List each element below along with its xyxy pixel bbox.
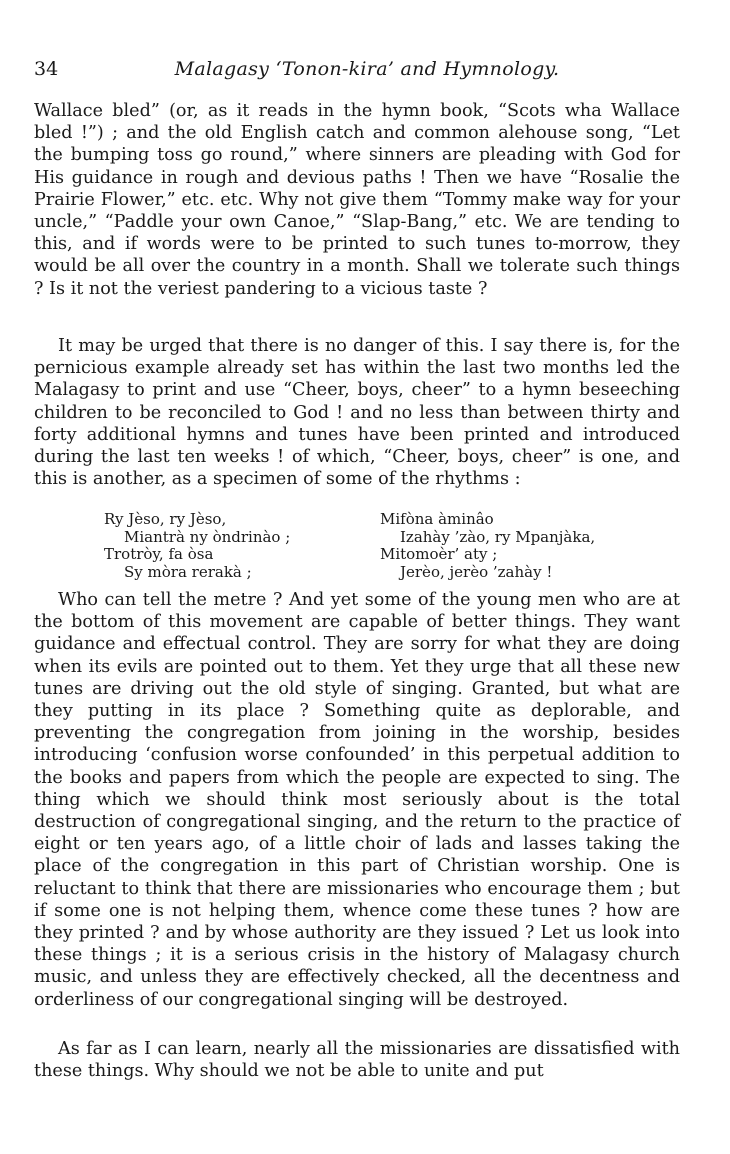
verse-line: Miantrà ny òndrinào ; (124, 527, 291, 546)
verse-line: Izahày ’zào, ry Mpanjàka, (400, 527, 596, 546)
page-number: 34 (34, 58, 59, 80)
verse-line: Jerèo, jerèo ’zahày ! (400, 562, 553, 581)
paragraph-continued: Wallace bled” (or, as it reads in the hymn book, “Scots wha Wallace bled !”) ; and the old English catch and common alehouse song, “Let the bumping toss go round,” where sinners are pleading with God for His guidance in rough and devious paths ! Then we have “Rosalie the Prairie Flower,” etc. etc. Why not give them “Tommy make way for your uncle,” “Paddle your own Canoe,” “Slap-Bang,” etc. We are tending to this, and if words were to be printed to such tunes to-morrow, they would be all over the country in a month. Shall we tolerate such things ? Is it not the veriest pandering to a vicious taste ? (34, 101, 680, 299)
verse-column-left (104, 511, 290, 581)
verse-line: Sy mòra rerakà ; (124, 562, 252, 581)
running-head (34, 58, 680, 98)
verse-line: Mifòna àminâo (380, 510, 494, 528)
verse-line: Mitomoèr’ aty ; (380, 545, 498, 563)
book-page (34, 0, 680, 1154)
paragraph-danger: It may be urged that there is no danger of this. I say there is, for the pernicious example already set has within the last two months led the Malagasy to print and use “Cheer, boys, cheer” to a hymn beseeching children to be reconciled to God ! and no less than between thirty and forty additional hymns and tunes have been printed and introduced during the last ten weeks ! of which, “Cheer, boys, cheer” is one, and this is another, as a specimen of some of the rhythms : (34, 336, 680, 490)
paragraph-missionaries: As far as I can learn, nearly all the missionaries are dissatisfied with these things. Why should we not be able to unite and put (34, 1039, 680, 1082)
verse-line: Trotròy, fa òsa (104, 545, 214, 563)
paragraph-metre: Who can tell the metre ? And yet some of the young men who are at the bottom of this movement are capable of better things. They want guidance and effectual control. They are sorry for what they are doing when its evils are pointed out to them. Yet they urge that all these new tunes are driving out the old style of singing. Granted, but what are they putting in its place ? Something quite as deplorable, and preventing the congregation from joining in the worship, besides introducing ‘confusion worse confounded’ in this perpetual addition to the books and papers from which the people are expected to sing. The thing which we should think most seriously about is the total destruction of congregational singing, and the return to the practice of eight or ten years ago, of a little choir of lads and lasses taking the place of the congregation in this part of Christian worship. One is reluctant to think that there are missionaries who encourage them ; but if some one is not helping them, whence come these tunes ? how are they printed ? and by whose authority are they issued ? Let us look into these things ; it is a serious crisis in the history of Malagasy church music, and unless they are effectively checked, all the decentness and orderliness of our congregational singing will be destroyed. (34, 590, 680, 1010)
verse-line: Ry Jèso, ry Jèso, (104, 510, 227, 528)
verse-column-right (380, 511, 595, 581)
running-title: Malagasy ‘Tonon-kira’ and Hymnology. (174, 58, 560, 80)
